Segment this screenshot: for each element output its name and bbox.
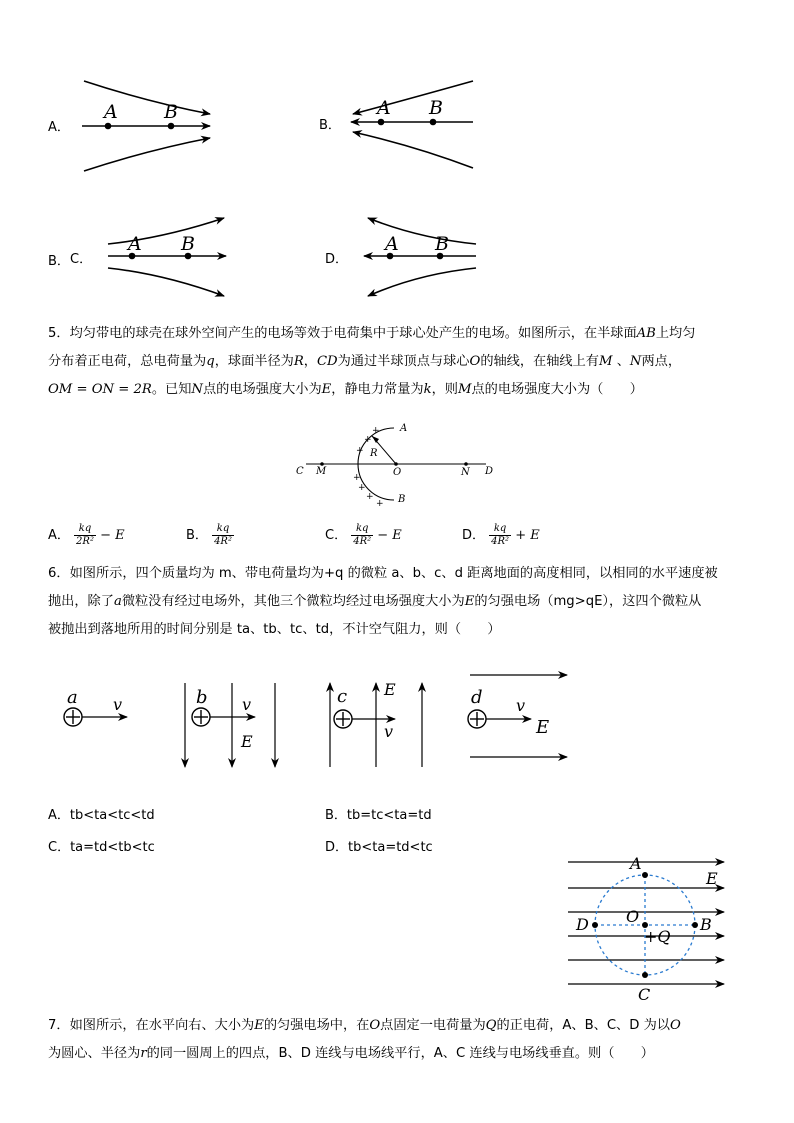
svg-text:E: E (241, 732, 253, 751)
label-b: B (435, 233, 449, 255)
particle-d (468, 675, 567, 757)
point-d (592, 922, 598, 928)
svg-text:v: v (242, 695, 252, 714)
point-b (168, 123, 175, 130)
svg-text:O: O (626, 907, 640, 926)
point-o (394, 462, 398, 466)
svg-text:+: + (356, 446, 364, 456)
svg-text:v: v (384, 722, 394, 741)
label-b: B (429, 97, 443, 119)
svg-text:E: E (384, 680, 396, 699)
field-line-bottom (368, 268, 476, 296)
label-b: B (164, 101, 178, 123)
svg-text:D: D (485, 466, 494, 477)
svg-text:d: d (471, 687, 483, 708)
point-a (105, 123, 112, 130)
field-line-top (353, 81, 473, 114)
svg-text:+: + (372, 426, 380, 436)
q6-line-1: 6．如图所示，四个质量均为 m、带电荷量均为+q 的微粒 a、b、c、d 距离地面的高度相同，以相同的水平速度被 (48, 566, 718, 581)
field-line-bottom (108, 268, 224, 296)
svg-text:+: + (366, 492, 374, 502)
label-a: A (377, 97, 391, 119)
svg-text:C: C (638, 985, 651, 1004)
svg-text:O: O (393, 467, 402, 478)
svg-text:D: D (576, 915, 589, 934)
svg-text:E: E (536, 717, 550, 738)
svg-text:v: v (113, 695, 123, 714)
svg-text:E: E (706, 869, 718, 888)
q6-option-c[interactable]: C．ta=td<tb<tc (48, 840, 155, 855)
svg-text:M: M (316, 466, 327, 477)
svg-text:v: v (516, 696, 526, 715)
svg-text:+: + (353, 473, 361, 483)
q6-line-3: 被抛出到落地所用的时间分别是 ta、tb、tc、td，不计空气阻力，则（ ） (48, 622, 501, 637)
svg-text:B: B (398, 494, 406, 505)
label-a: A (128, 233, 142, 255)
field-line-top (84, 81, 210, 114)
svg-text:A: A (630, 854, 642, 873)
svg-text:a: a (67, 687, 78, 708)
q7-line-2: 为圆心、半径为r的同一圆周上的四点，B、D 连线与电场线平行，A、C 连线与电场线垂直。则（ ） (48, 1046, 654, 1061)
q4-option-d-label: D． (325, 252, 349, 267)
point-a (642, 872, 648, 878)
q5-line-2: 分布着正电荷，总电荷量为q，球面半径为R，CD为通过半球顶点与球心O的轴线，在轴线上有M 、N两点， (48, 354, 682, 369)
label-a: A (385, 233, 399, 255)
q4-option-b-label: B． (319, 118, 341, 133)
point-b (430, 119, 437, 126)
q4-figure-d (358, 210, 483, 305)
q4-option-c-prefix: B． (48, 254, 70, 269)
q5-option-a[interactable]: A． $\frac{kq}{\text{2R²}}$ − E (48, 523, 125, 547)
q6-option-b[interactable]: B．tb=tc<ta=td (325, 808, 432, 823)
field-line-bottom (84, 138, 210, 171)
q7-question (48, 1012, 758, 1068)
q6-option-d[interactable]: D．tb<ta=td<tc (325, 840, 433, 855)
q7-line-1: 7．如图所示，在水平向右、大小为E的匀强电场中，在O点固定一电荷量为Q的正电荷，A、B、C、D 为以O (48, 1018, 681, 1033)
svg-text:+: + (376, 499, 384, 508)
q6-question (48, 560, 758, 644)
q5-line-3: OM = ON = 2R。已知N点的电场强度大小为E，静电力常量为k，则M点的电场强度大小为（ ） (48, 382, 643, 397)
q7-figure-circle-field (564, 852, 734, 1004)
svg-text:B: B (700, 915, 712, 934)
q5-line-1: 5．均匀带电的球壳在球外空间产生的电场等效于电荷集中于球心处产生的电场。如图所示，在半球面AB上均匀 (48, 326, 696, 341)
svg-text:R: R (370, 448, 378, 459)
q5-question (48, 320, 758, 404)
particle-a (64, 687, 127, 726)
q4-figure-c (104, 210, 234, 305)
q5-option-d[interactable]: D． $\frac{kq}{\text{4R²}}$ + E (462, 523, 540, 547)
q4-option-a-label: A． (48, 120, 70, 135)
field-line-top (108, 218, 224, 244)
label-a: A (104, 101, 118, 123)
svg-text:A: A (400, 423, 408, 434)
svg-text:c: c (337, 686, 348, 707)
q4-option-c-label: C． (70, 252, 93, 267)
label-b: B (181, 233, 195, 255)
particle-b (185, 683, 275, 767)
q4-figure-b (345, 76, 480, 176)
svg-text:+: + (358, 483, 366, 493)
q6-line-2: 抛出，除了a微粒没有经过电场外，其他三个微粒均经过电场强度大小为E的匀强电场（mg>qE），这四个微粒从 (48, 594, 702, 609)
point-n (464, 462, 468, 466)
svg-text:+: + (364, 435, 372, 445)
q5-figure-hemisphere (292, 418, 502, 508)
point-b (692, 922, 698, 928)
q4-figure-a (78, 76, 218, 176)
point-c (642, 972, 648, 978)
svg-text:C: C (296, 466, 304, 477)
q5-option-c[interactable]: C． $\frac{kq}{\text{4R²}}$ − E (325, 523, 402, 547)
point-a (378, 119, 385, 126)
q5-option-b[interactable]: B． $\frac{kq}{\text{4R²}}$ (186, 523, 232, 547)
field-line-bottom (353, 132, 473, 168)
q6-option-a[interactable]: A．tb<ta<tc<td (48, 808, 155, 823)
q6-figure-particles (55, 665, 575, 775)
svg-text:N: N (461, 467, 470, 478)
particle-c (330, 680, 422, 767)
svg-text:+Q: +Q (644, 927, 671, 946)
svg-text:b: b (196, 687, 208, 708)
